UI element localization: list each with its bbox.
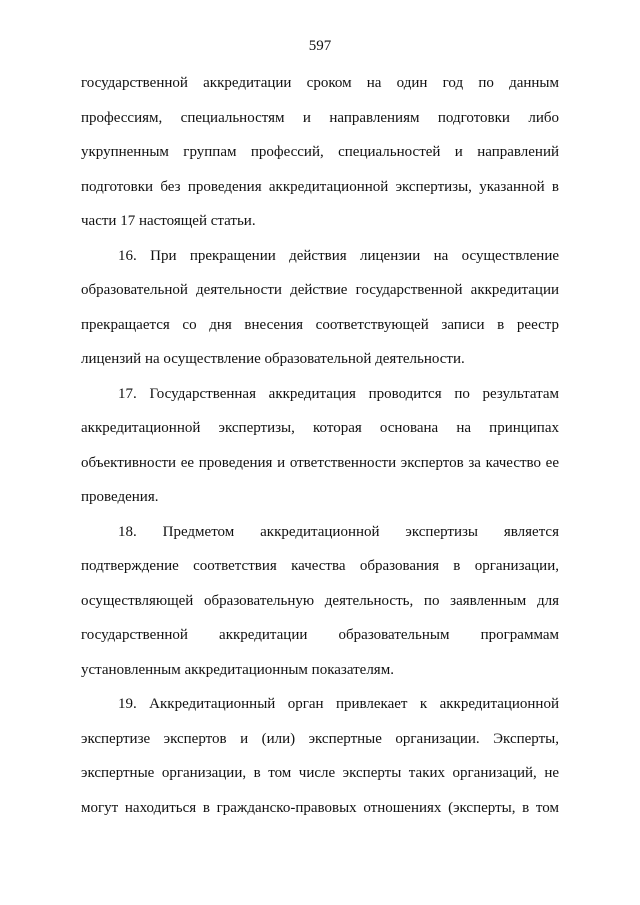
paragraph-18: 18. Предметом аккредитационной экспертизы является подтверждение соответствия качества образования в организации, осуществляющей образовательную деятельность, по заявленным для государственной аккредитации образовательным программам установленным аккредитационным показателям. (81, 523, 559, 678)
document-body (81, 66, 559, 825)
paragraph-17: 17. Государственная аккредитация проводится по результатам аккредитационной экспертизы, которая основана на принципах объективности ее проведения и ответственности экспертов за качество ее проведения. (81, 385, 559, 505)
paragraph-16: 16. При прекращении действия лицензии на осуществление образовательной деятельности действие государственной аккредитации прекращается со дня внесения соответствующей записи в реестр лицензий на осуществление образовательной деятельности. (81, 247, 559, 367)
paragraph-19: 19. Аккредитационный орган привлекает к аккредитационной экспертизе экспертов и (или) экспертные организации. Эксперты, экспертные организации, в том числе эксперты таких организаций, не могут находиться в гражданско-правовых отношениях (эксперты, в том (81, 696, 559, 816)
paragraph-continuation: государственной аккредитации сроком на один год по данным профессиям, специальностям и направлениям подготовки либо укрупненным группам профессий, специальностей и направлений подготовки без проведения аккредитационной экспертизы, указанной в части 17 настоящей статьи. (81, 75, 559, 229)
page-number: 597 (308, 38, 332, 54)
